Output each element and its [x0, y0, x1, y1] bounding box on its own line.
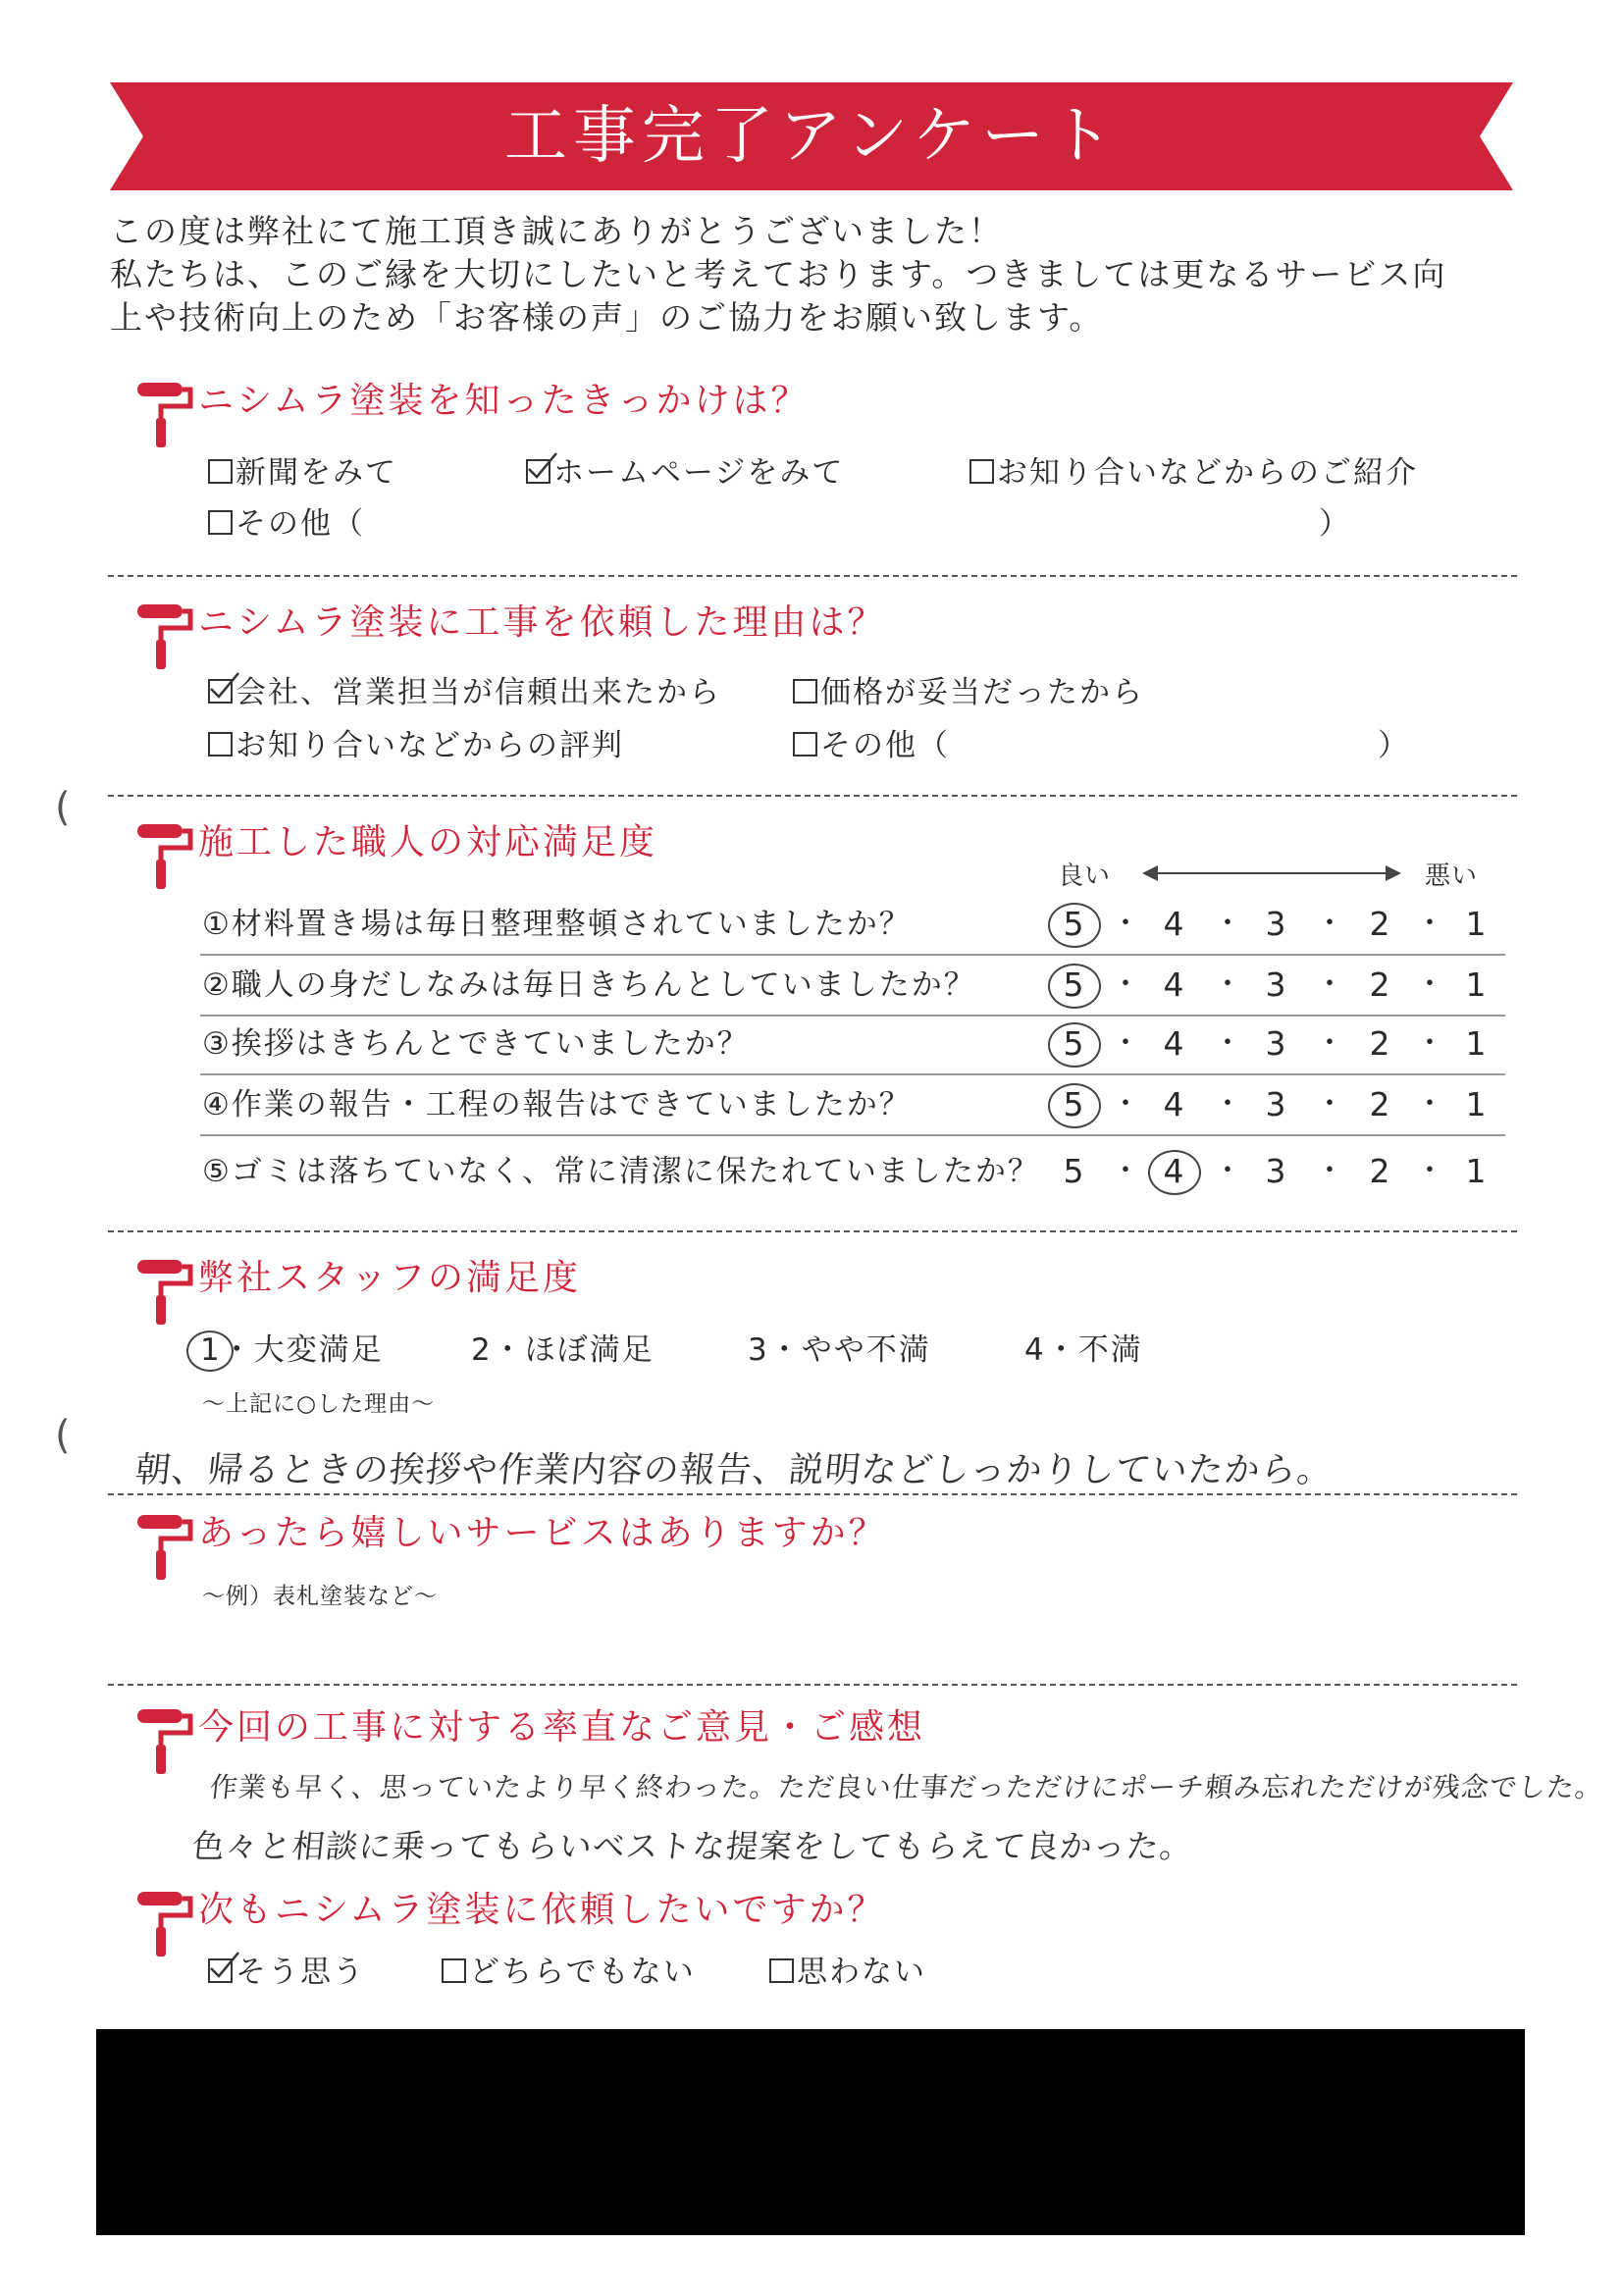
- option-other[interactable]: [793, 726, 950, 765]
- option-label: その他（: [236, 506, 365, 542]
- score-separator: ・: [1111, 1087, 1140, 1122]
- example-label: ～例）表札塗装など～: [202, 1584, 438, 1609]
- question-text: ②職人の身だしなみは毎日きちんとしていましたか？: [202, 967, 976, 1003]
- score-option[interactable]: 2: [1369, 905, 1390, 943]
- option-newspaper[interactable]: [208, 453, 397, 493]
- score-option[interactable]: 3: [1265, 965, 1286, 1004]
- score-separator: ・: [1315, 967, 1344, 1002]
- score-option[interactable]: 4: [1163, 1024, 1184, 1063]
- option-label: 新聞をみて: [236, 455, 397, 491]
- option-homepage[interactable]: [526, 453, 844, 493]
- score-separator: ・: [1315, 1026, 1344, 1061]
- checkbox[interactable]: [208, 459, 233, 484]
- intro-text: [110, 210, 1523, 339]
- score-option[interactable]: 1: [1465, 1024, 1487, 1063]
- score-option[interactable]: 1: [1465, 1152, 1487, 1190]
- option-label: お知り合いなどからの評判: [236, 728, 624, 763]
- score-separator: ・: [1213, 1154, 1242, 1188]
- question-text: ③挨拶はきちんとできていましたか？: [202, 1026, 750, 1062]
- section-title: 施工した職人の対応満足度: [198, 822, 658, 862]
- score-option[interactable]: 5: [1063, 965, 1084, 1004]
- close-paren: ）: [1378, 728, 1410, 763]
- handwritten-comment-line: 色々と相談に乗ってもらいベストな提案をしてもらえて良かった。: [189, 1827, 1195, 1865]
- option-price[interactable]: [793, 673, 1144, 712]
- checkbox[interactable]: [793, 679, 817, 704]
- score-option[interactable]: 1: [1465, 965, 1487, 1004]
- divider: [108, 1230, 1517, 1232]
- redacted-area: [96, 2029, 1525, 2235]
- score-separator: ・: [1415, 907, 1444, 941]
- row-divider: [200, 954, 1505, 956]
- handwritten-comment-line: 作業も早く、思っていたより早く終わった。ただ良い仕事だっただけにポーチ頼み忘れただけが残念でした。: [208, 1771, 1605, 1803]
- punch-hole-mark: (: [55, 785, 71, 830]
- score-separator: ・: [1213, 907, 1242, 941]
- option-other[interactable]: [208, 504, 365, 544]
- paint-roller-icon: [135, 1888, 194, 1958]
- score-option[interactable]: 4: [1163, 965, 1184, 1004]
- option-introduction[interactable]: [969, 453, 1418, 493]
- divider: [108, 1684, 1517, 1686]
- check-mark-icon: [526, 451, 559, 483]
- paint-roller-icon: [135, 1511, 194, 1582]
- score-separator: ・: [1213, 1087, 1242, 1122]
- score-separator: ・: [1213, 967, 1242, 1002]
- double-arrow-icon: [1142, 861, 1401, 885]
- row-divider: [200, 1015, 1505, 1017]
- staff-option-2[interactable]: 2・ほぼ満足: [471, 1332, 654, 1368]
- score-separator: ・: [1213, 1026, 1242, 1061]
- score-option[interactable]: 4: [1163, 905, 1184, 943]
- score-option[interactable]: 2: [1369, 1024, 1390, 1063]
- divider: [108, 795, 1517, 797]
- score-option[interactable]: 3: [1265, 1024, 1286, 1063]
- paint-roller-icon: [135, 1256, 194, 1327]
- score-separator: ・: [1315, 1154, 1344, 1188]
- score-separator: ・: [1315, 907, 1344, 941]
- score-separator: ・: [1111, 967, 1140, 1002]
- option-trust[interactable]: [208, 673, 721, 712]
- checkbox-checked[interactable]: [526, 459, 550, 484]
- score-separator: ・: [1415, 967, 1444, 1002]
- option-label: ホームページをみて: [553, 455, 845, 491]
- score-option[interactable]: 3: [1265, 1085, 1286, 1123]
- score-separator: ・: [1415, 1154, 1444, 1188]
- score-option[interactable]: 3: [1265, 1152, 1286, 1190]
- section-title: 次もニシムラ塗装に依頼したいですか？: [198, 1890, 886, 1930]
- option-neutral[interactable]: [442, 1953, 696, 1992]
- selected-circle: [1048, 1022, 1101, 1068]
- option-label: その他（: [820, 728, 950, 763]
- section-title: 弊社スタッフの満足度: [198, 1258, 582, 1298]
- reason-label: ～上記に○した理由～: [202, 1391, 436, 1417]
- score-option[interactable]: 2: [1369, 1085, 1390, 1123]
- staff-option-4[interactable]: 4・不満: [1024, 1332, 1143, 1368]
- staff-option-3[interactable]: 3・やや不満: [748, 1332, 931, 1368]
- intro-line: 私たちは、このご縁を大切にしたいと考えております。つきましては更なるサービス向: [110, 255, 1447, 293]
- checkbox[interactable]: [793, 732, 817, 757]
- checkbox[interactable]: [442, 1958, 466, 1983]
- score-separator: ・: [1111, 1026, 1140, 1061]
- option-label: 価格が妥当だったから: [820, 675, 1144, 710]
- score-option[interactable]: 5: [1063, 1085, 1084, 1123]
- question-text: ①材料置き場は毎日整理整頓されていましたか？: [202, 907, 912, 942]
- question-text: ⑤ゴミは落ちていなく、常に清潔に保たれていましたか？: [202, 1154, 1040, 1189]
- question-text: ④作業の報告・工程の報告はできていましたか？: [202, 1087, 912, 1122]
- row-divider: [200, 1134, 1505, 1136]
- divider: [108, 575, 1517, 577]
- score-separator: ・: [1111, 1154, 1140, 1188]
- checkbox-checked[interactable]: [208, 679, 233, 704]
- option-no[interactable]: [769, 1953, 926, 1992]
- checkbox-checked[interactable]: [208, 1958, 233, 1983]
- score-separator: ・: [1111, 907, 1140, 941]
- row-divider: [200, 1073, 1505, 1075]
- paint-roller-icon: [135, 1705, 194, 1776]
- staff-option-1[interactable]: 1・大変満足: [200, 1332, 384, 1368]
- option-label: どちらでもない: [469, 1955, 696, 1990]
- option-yes[interactable]: [208, 1953, 365, 1992]
- section-title: ニシムラ塗装を知ったきっかけは？: [198, 381, 810, 421]
- score-option[interactable]: 5: [1063, 905, 1084, 943]
- score-separator: ・: [1415, 1026, 1444, 1061]
- score-separator: ・: [1415, 1087, 1444, 1122]
- selected-circle: [1048, 964, 1101, 1009]
- score-option[interactable]: 1: [1465, 905, 1487, 943]
- check-mark-icon: [208, 1951, 241, 1982]
- section-title: あったら嬉しいサービスはありますか？: [198, 1513, 887, 1553]
- paint-roller-icon: [135, 820, 194, 891]
- option-reputation[interactable]: [208, 726, 624, 765]
- page-title: 工事完了アンケート: [503, 100, 1120, 173]
- selected-circle: [1048, 903, 1101, 948]
- paint-roller-icon: [135, 600, 194, 671]
- close-paren: ）: [1319, 506, 1351, 542]
- score-option[interactable]: 2: [1369, 1152, 1390, 1190]
- scale-good-label: 良い: [1058, 861, 1112, 891]
- section-title: ニシムラ塗装に工事を依頼した理由は？: [198, 602, 886, 643]
- score-option[interactable]: 4: [1163, 1085, 1184, 1123]
- check-mark-icon: [208, 671, 241, 703]
- option-label: 思わない: [797, 1955, 926, 1990]
- intro-line: 上や技術向上のため「お客様の声」のご協力をお願い致します。: [110, 298, 1104, 337]
- section-title: 今回の工事に対する率直なご意見・ご感想: [198, 1707, 926, 1748]
- selected-circle: [1148, 1150, 1201, 1195]
- checkbox[interactable]: [208, 732, 233, 757]
- option-label: 会社、営業担当が信頼出来たから: [236, 675, 721, 710]
- score-separator: ・: [1315, 1087, 1344, 1122]
- checkbox[interactable]: [969, 459, 994, 484]
- scale-bad-label: 悪い: [1425, 861, 1479, 891]
- selected-circle: [1048, 1083, 1101, 1128]
- score-option[interactable]: 1: [1465, 1085, 1487, 1123]
- checkbox[interactable]: [769, 1958, 794, 1983]
- score-option[interactable]: 5: [1063, 1024, 1084, 1063]
- score-option[interactable]: 2: [1369, 965, 1390, 1004]
- paint-roller-icon: [135, 379, 194, 449]
- option-label: お知り合いなどからのご紹介: [997, 455, 1418, 491]
- punch-hole-mark: (: [55, 1413, 71, 1458]
- divider: [108, 1493, 1517, 1495]
- score-option[interactable]: 5: [1063, 1152, 1084, 1190]
- option-label: そう思う: [236, 1955, 365, 1990]
- score-option[interactable]: 4: [1163, 1152, 1184, 1190]
- checkbox[interactable]: [208, 510, 233, 535]
- score-option[interactable]: 3: [1265, 905, 1286, 943]
- handwritten-reason: 朝、帰るときの挨拶や作業内容の報告、説明などしっかりしていたから。: [132, 1450, 1335, 1490]
- intro-line: この度は弊社にて施工頂き誠にありがとうございました！: [110, 212, 1003, 250]
- title-banner: [110, 82, 1513, 190]
